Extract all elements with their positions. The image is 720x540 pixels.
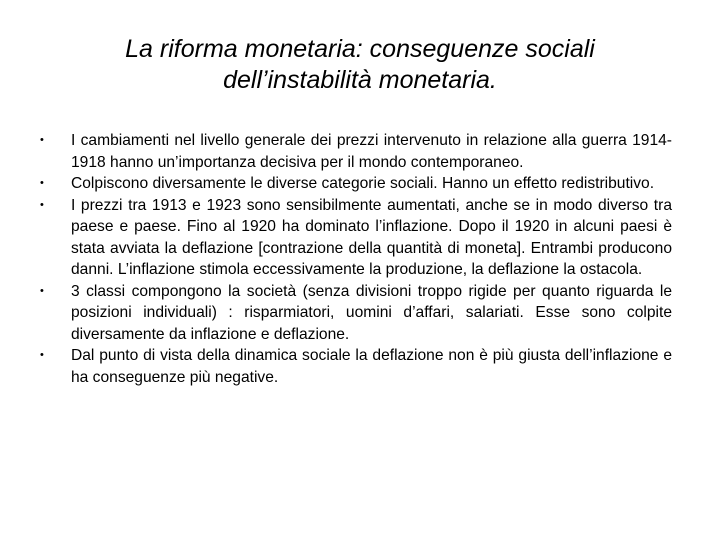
bullet-item-3	[40, 195, 672, 281]
bullet-item-1	[40, 130, 672, 173]
bullet-marker: •	[40, 134, 44, 146]
bullet-item-4	[40, 281, 672, 346]
bullet-list	[40, 130, 672, 388]
bullet-text-3: I prezzi tra 1913 e 1923 sono sensibilmente aumentati, anche se in modo diverso tra paese e paese. Fino al 1920 ha dominato l’inflazione. Dopo il 1920 in alcuni paesi è stata avviata la deflazione [contrazione della quantità di moneta]. Entrambi producono danni. L’inflazione stimola eccessivamente la produzione, la deflazione la ostacola.	[71, 196, 672, 278]
bullet-item-2	[40, 173, 672, 195]
bullet-text-4: 3 classi compongono la società (senza divisioni troppo rigide per quanto riguarda le posizioni individuali) : risparmiatori, uomini d’affari, salariati. Esse sono colpite diversamente da inflazione e deflazione.	[71, 282, 672, 343]
bullet-marker: •	[40, 177, 44, 189]
slide-title	[40, 34, 680, 96]
slide-title-line-1: La riforma monetaria: conseguenze sociali	[125, 35, 595, 63]
bullet-item-5	[40, 345, 672, 388]
bullet-marker: •	[40, 198, 44, 211]
bullet-text-1: I cambiamenti nel livello generale dei prezzi intervenuto in relazione alla guerra 1914-1918 hanno un’importanza decisiva per il mondo contemporaneo.	[71, 132, 672, 171]
bullet-text-2: Colpiscono diversamente le diverse categorie sociali. Hanno un effetto redistributivo.	[71, 175, 655, 192]
slide-title-line-2: dell’instabilità monetaria.	[223, 66, 497, 94]
bullet-text-5: Dal punto di vista della dinamica sociale la deflazione non è più giusta dell’inflazione e ha conseguenze più negative.	[71, 347, 672, 386]
bullet-marker: •	[40, 349, 44, 361]
bullet-marker: •	[40, 284, 44, 297]
